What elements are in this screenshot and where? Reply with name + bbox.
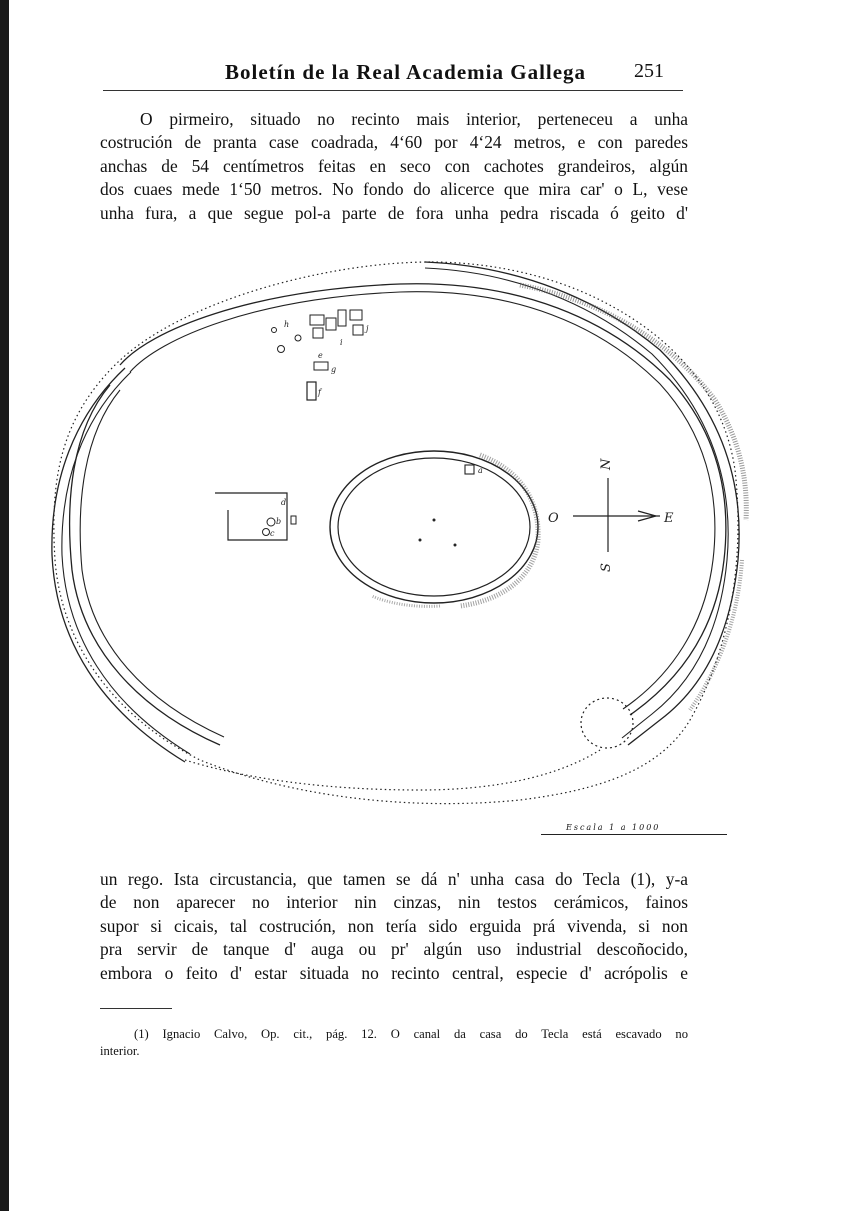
west-structure-block (291, 516, 296, 524)
outer-wall-segment-east (425, 262, 739, 745)
paragraph-2 (100, 868, 688, 985)
paragraph-1-line: O pirmeiro, situado no recinto mais interior, perteneceu a unha (140, 109, 688, 129)
footnote-line: (1) Ignacio Calvo, Op. cit., pág. 12. O canal da casa do Tecla está escavado no (134, 1027, 688, 1041)
stone-label: f (318, 388, 321, 397)
center-dot (454, 544, 456, 546)
west-structure-stone (267, 518, 275, 526)
stone-label: b (276, 517, 282, 526)
running-header-title: Boletín de la Real Academia Gallega (225, 60, 587, 84)
compass-east-label: E (664, 511, 674, 526)
paragraph-2-line: un rego. Ista circustancia, que tamen se dá n' unha casa do Tecla (1), y-a (100, 869, 688, 889)
acropolis-ring-outer (330, 451, 538, 603)
stone-label: d (281, 498, 287, 507)
acropolis-hatch-south (372, 596, 440, 606)
nw-structure (314, 362, 328, 370)
nw-structure (310, 315, 324, 325)
figure-scale-rule (541, 834, 727, 835)
paragraph-2-line: de non aparecer no interior nin cinzas, nin testos cerámicos, fainos (100, 892, 688, 913)
middle-ring-inner (130, 292, 715, 709)
paragraph-1-line: dos cuaes mede 1‘50 metros. No fondo do alicerce que mira car' o L, vese (100, 179, 688, 200)
paragraph-2-line: embora o feito d' estar situada no recinto central, especie d' acrópolis e (100, 962, 688, 983)
footnote-line: interior. (100, 1044, 140, 1058)
nw-stone (278, 346, 285, 353)
acropolis-hatch (460, 455, 538, 606)
nw-structure (350, 310, 362, 320)
stone-label: c (270, 529, 275, 538)
paragraph-2-line: supor si cicais, tal costrución, non tería sido erguida prá vivenda, si non (100, 915, 688, 936)
stone-label: h (284, 320, 290, 329)
stone-label: j (366, 324, 369, 333)
west-structure-stone (263, 529, 270, 536)
stone-label: e (318, 351, 323, 360)
stone-label: i (340, 338, 343, 347)
compass-north-label: N (599, 458, 614, 470)
stone-label: a (478, 466, 483, 475)
outer-dotted-boundary (54, 262, 738, 804)
acropolis-ring-inner (338, 458, 530, 596)
nw-stone (272, 328, 277, 333)
nw-structure (353, 325, 363, 335)
outer-wall-segment-east-inner (425, 268, 728, 738)
nw-stone (295, 335, 301, 341)
paragraph-1-line: costrución de pranta case coadrada, 4‘60 por 4‘24 metros, e con paredes (100, 132, 688, 153)
southern-dotted-path (185, 750, 600, 790)
nw-structure (313, 328, 323, 338)
middle-ring-outer (120, 284, 726, 715)
footnote-rule (100, 1008, 172, 1009)
footnote (100, 1026, 688, 1060)
compass-west-label: O (548, 511, 559, 526)
compass-south-label: S (599, 563, 614, 572)
paragraph-1-line: unha fura, a que segue pol-a parte de fora unha pedra riscada ó geito d' (100, 202, 688, 223)
paragraph-2-line: pra servir de tanque d' auga ou pr' algún uso industrial descoñocido, (100, 939, 688, 960)
acropolis-square-structure (465, 465, 474, 474)
middle-ring-west-inner (80, 390, 224, 737)
terrain-hatch-east (690, 560, 742, 710)
nw-structure (326, 318, 336, 330)
nw-structure (307, 382, 316, 400)
nw-structure (338, 310, 346, 326)
stone-label: g (331, 365, 337, 374)
center-dot (433, 519, 435, 521)
center-dot (419, 539, 421, 541)
middle-ring-west (70, 385, 220, 745)
page-number: 251 (634, 60, 664, 82)
paragraph-1-line: anchas de 54 centímetros feitas en seco con cachotes grandeiros, algún (100, 155, 688, 176)
gate-dotted-circle (581, 698, 633, 748)
figure-scale-label: Escala 1 a 1000 (566, 823, 661, 832)
